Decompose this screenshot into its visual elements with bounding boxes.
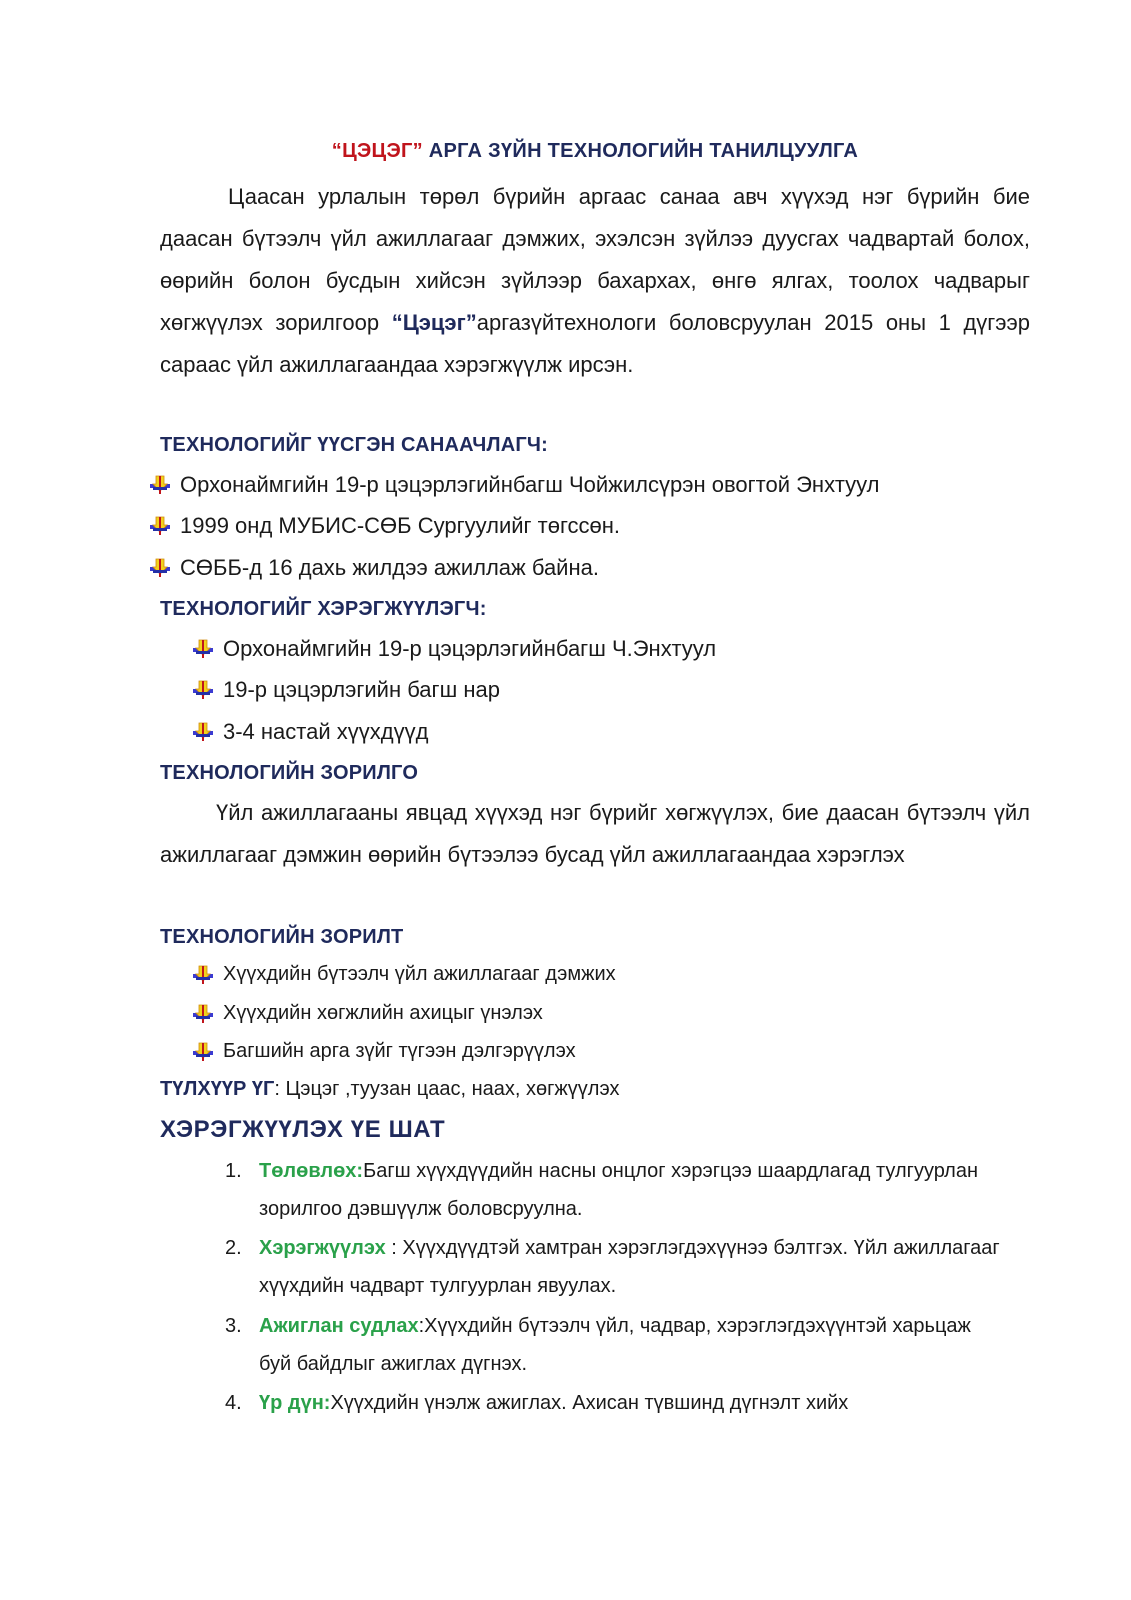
objective-item [193, 963, 616, 986]
keywords-line [160, 1078, 619, 1101]
stage-label: Төлөвлөх: [259, 1160, 364, 1182]
initiator-item [150, 513, 620, 539]
implementer-item [193, 719, 428, 745]
stages-heading: ХЭРЭГЖҮҮЛЭХ ҮЕ ШАТ [160, 1116, 446, 1143]
initiator-item-text: Орхонаймгийн 19-р цэцэрлэгийнбагш Чойжилсүрэн овогтой Энхтуул [180, 472, 880, 497]
initiator-item [150, 472, 880, 498]
objective-item-text: Хүүхдийн хөгжлийн ахицыг үнэлэх [223, 1002, 543, 1024]
intro-text-before: Цаасан урлалын төрөл бүрийн аргаас санаа авч хүүхэд нэг бүрийн бие даасан бүтээлч үйл ажиллагааг дэмжих, эхэлсэн зүйлээ дуусгах чадвартай болох, өөрийн болон бусдын хийсэн зүйлээр бахархах, өнгө ялгах, тоолох чадварыг хөгжүүлэх зорилгоор [160, 184, 1030, 335]
stage-text: :Хүүхдийн бүтээлч үйл, чадвар, хэрэглэгдэхүүнтэй харьцаж буй байдлыг ажиглах дүгнэх. [259, 1315, 971, 1375]
bullet-arrow-icon [193, 680, 213, 700]
implementer-item [193, 636, 716, 662]
bullet-arrow-icon [193, 722, 213, 742]
keywords-label: ТҮЛХҮҮР ҮГ [160, 1078, 275, 1100]
initiator-item-text: СӨББ-д 16 дахь жилдээ ажиллаж байна. [180, 555, 599, 580]
page-title [160, 140, 1030, 163]
stage-number: 1. [225, 1160, 242, 1182]
implementer-item-text: 3-4 настай хүүхдүүд [223, 719, 429, 744]
stage-number: 3. [225, 1315, 242, 1337]
stage-text: Хүүхдийн үнэлж ажиглах. Ахисан түвшинд дүгнэлт хийх [330, 1392, 849, 1414]
implementer-item [193, 677, 500, 703]
keywords-text: : Цэцэг ,туузан цаас, наах, хөгжүүлэх [274, 1078, 620, 1100]
initiator-item [150, 555, 599, 581]
initiator-item-text: 1999 онд МУБИС-СӨБ Сургуулийг төгссөн. [180, 513, 621, 538]
objective-heading: ТЕХНОЛОГИЙН ЗОРИЛТ [160, 926, 404, 948]
bullet-arrow-icon [193, 1042, 213, 1062]
stage-label: Үр дүн: [259, 1392, 331, 1414]
stage-item [225, 1229, 1005, 1305]
objective-item-text: Багшийн арга зүйг түгээн дэлгэрүүлэх [223, 1040, 576, 1062]
title-quote: “ЦЭЦЭГ” [331, 140, 423, 162]
bullet-arrow-icon [193, 1004, 213, 1024]
stage-text: : Хүүхдүүдтэй хамтран хэрэглэгдэхүүнээ бэлтгэх. Үйл ажиллагааг хүүхдийн чадварт тулгуурлан явуулах. [259, 1237, 1000, 1297]
implementer-heading: ТЕХНОЛОГИЙГ ХЭРЭГЖҮҮЛЭГЧ: [160, 598, 487, 620]
objective-item [193, 1040, 576, 1063]
stage-number: 4. [225, 1392, 242, 1414]
stage-item [225, 1152, 1005, 1228]
stage-label: Ажиглан судлах [259, 1315, 419, 1337]
goal-text: Үйл ажиллагааны явцад хүүхэд нэг бүрийг хөгжүүлэх, бие даасан бүтээлч үйл ажиллагааг дэмжин өөрийн бүтээлээ бусад үйл ажиллагаандаа хэрэглэх [160, 800, 1030, 867]
bullet-arrow-icon [193, 965, 213, 985]
goal-heading: ТЕХНОЛОГИЙН ЗОРИЛГО [160, 762, 419, 784]
intro-paragraph [160, 176, 1030, 386]
intro-text-after: аргазүйтехнологи боловсруулан 2015 оны 1 дүгээр сараас үйл ажиллагаандаа хэрэгжүүлж ирсэн. [160, 310, 1030, 377]
intro-brand: “Цэцэг” [391, 310, 477, 335]
stage-text: Багш хүүхдүүдийн насны онцлог хэрэгцээ шаардлагад тулгуурлан зорилгоо дэвшүүлж боловсруулна. [259, 1160, 978, 1220]
bullet-arrow-icon [193, 639, 213, 659]
initiator-heading: ТЕХНОЛОГИЙГ ҮҮСГЭН САНААЧЛАГЧ: [160, 434, 549, 456]
stage-number: 2. [225, 1237, 242, 1259]
title-rest: АРГА ЗҮЙН ТЕХНОЛОГИЙН ТАНИЛЦУУЛГА [422, 140, 859, 162]
bullet-arrow-icon [150, 475, 170, 495]
objective-item-text: Хүүхдийн бүтээлч үйл ажиллагааг дэмжих [223, 963, 616, 985]
stage-item [225, 1307, 1005, 1383]
implementer-item-text: 19-р цэцэрлэгийн багш нар [223, 677, 500, 702]
stage-label: Хэрэгжүүлэх [259, 1237, 386, 1259]
stage-item [225, 1384, 1005, 1422]
goal-paragraph [160, 792, 1030, 876]
objective-item [193, 1002, 543, 1025]
implementer-item-text: Орхонаймгийн 19-р цэцэрлэгийнбагш Ч.Энхтуул [223, 636, 717, 661]
bullet-arrow-icon [150, 516, 170, 536]
bullet-arrow-icon [150, 558, 170, 578]
